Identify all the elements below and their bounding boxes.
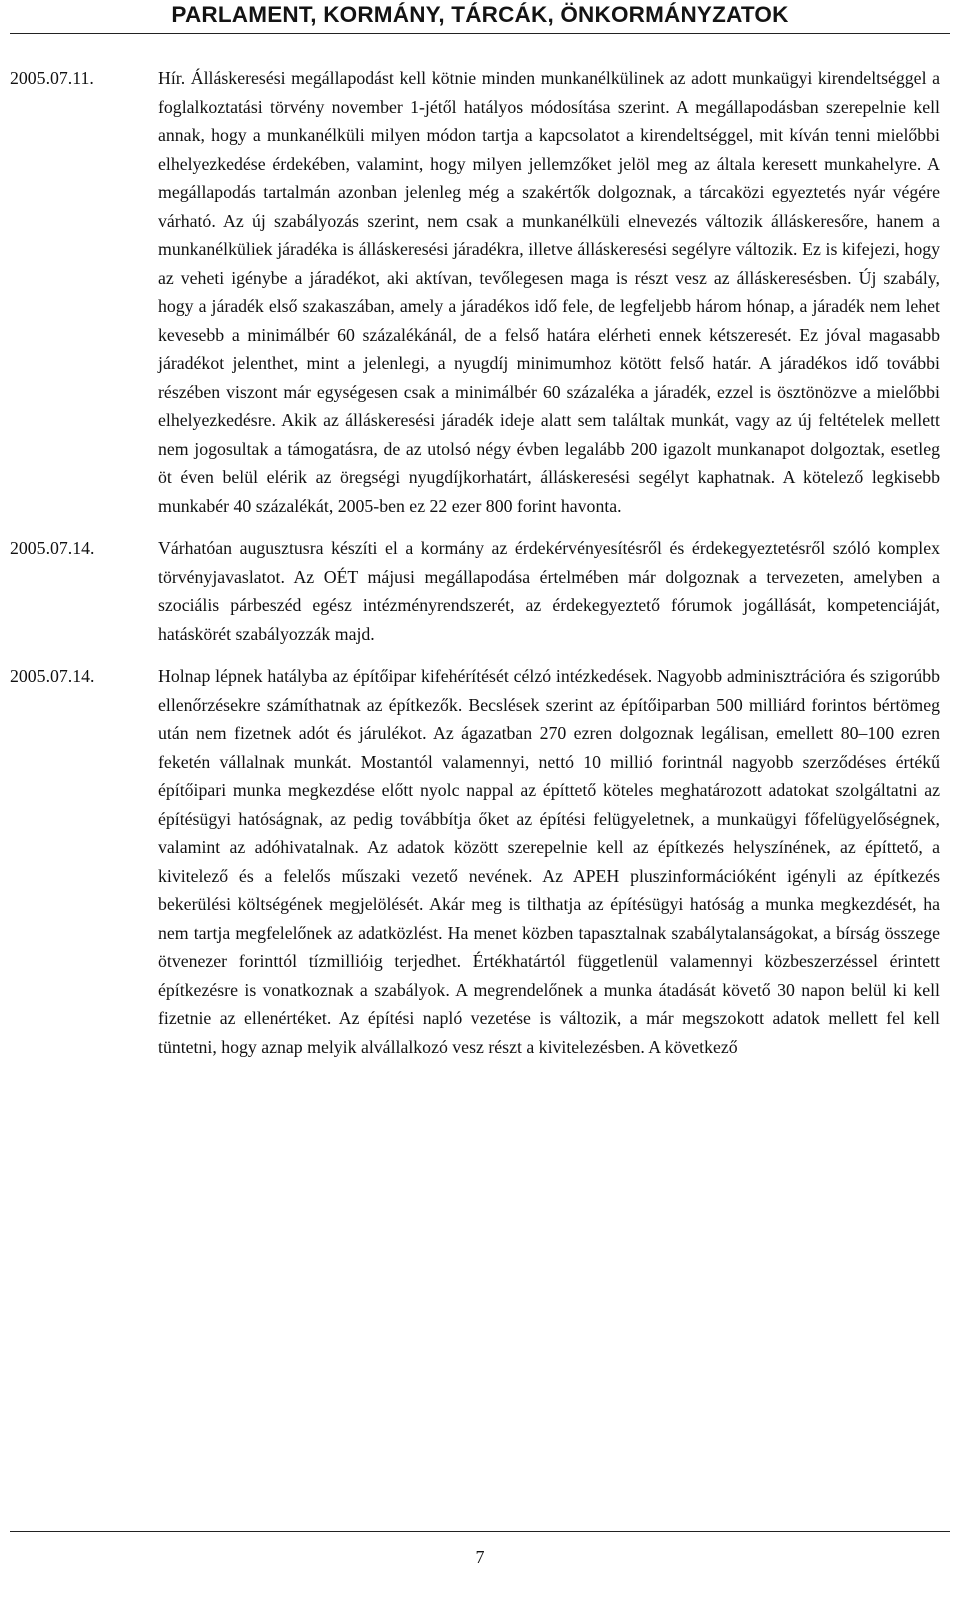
header-divider <box>10 33 950 34</box>
news-entry <box>10 534 940 648</box>
news-entry <box>10 64 940 520</box>
entry-date: 2005.07.14. <box>10 538 95 558</box>
page-number: 7 <box>475 1547 485 1567</box>
entry-date: 2005.07.11. <box>10 68 94 88</box>
entry-text: Holnap lépnek hatályba az építőipar kifehérítését célzó intézkedések. Nagyobb adminisztrációra és szigorúbb ellenőrzésekre számíthatnak az építkezők. Becslések szerint az építőiparban 500 milliárd forintos bértömeg után nem fizetnek adót és járulékot. Az ágazatban 270 ezren dolgoznak legálisan, emellett 80–100 ezren feketén vállalnak munkát. Mostantól valamennyi, nettó 10 millió forintnál nagyobb szerződéses értékű építőipari munka megkezdése előtt nyolc nappal az építtető köteles meghatározott adatokat szolgáltatni az építésügyi hatóságnak, az pedig továbbítja őket az építési felügyeletnek, a munkaügyi főfelügyelőségnek, valamint az adóhivatalnak. Az adatok között szerepelnie kell az építkezés helyszínének, az építtető, a kivitelező és a felelős műszaki vezető nevének. Az APEH pluszinformációként igényli az építkezés bekerülési költségének megjelölését. Akár meg is tilthatja az építésügyi hatóság a munka megkezdését, ha nem tartja megfelelőnek az adatközlést. Ha menet közben tapasztalnak szabálytalanságokat, a bírság összege ötvenezer forinttól tízmillióig terjedhet. Értékhatártól függetlenül valamennyi közbeszerzéssel érintett építkezésre is vonatkoznak a szabályok. A megrendelőnek a munka átadását követő 30 napon belül ki kell fizetnie az ellenértéket. Az építési napló vezetése is változik, a már megszokott adatok mellett fel kell tüntetni, hogy aznap melyik alvállalkozó vesz részt a kivitelezésben. A következő <box>158 666 940 1057</box>
news-entries <box>10 64 940 1075</box>
page-header <box>0 0 960 36</box>
entry-text: Hír. Álláskeresési megállapodást kell kötnie minden munkanélkülinek az adott munkaügyi kirendeltséggel a foglalkoztatási törvény november 1-jétől hatályos módosítása szerint. A megállapodásban szerepelnie kell annak, hogy a munkanélküli milyen módon tartja a kapcsolatot a kirendeltséggel, mit kíván tenni mielőbbi elhelyezkedése érdekében, valamint, hogy milyen jellemzőket jelöl meg az általa keresett munkahelyre. A megállapodás tartalmán azonban jelenleg még a szakértők dolgoznak, a tárcaközi egyeztetés nyár végére várható. Az új szabályozás szerint, nem csak a munkanélküli elnevezés változik álláskeresőre, hanem a munkanélküliek járadéka is álláskeresési járadékra, illetve álláskeresési segélyre változik. Ez is kifejezi, hogy az veheti igénybe a járadékot, aki aktívan, tevőlegesen maga is részt vesz az álláskeresésben. Új szabály, hogy a járadék első szakaszában, amely a járadékos idő fele, de legfeljebb három hónap, a járadék nem lehet kevesebb a minimálbér 60 százalékánál, de a felső határa elérheti ennek kétszeresét. Ez jóval magasabb járadékot jelenthet, mint a jelenlegi, a nyugdíj minimumhoz kötött felső határ. A járadékos idő további részében viszont már egységesen csak a minimálbér 60 százaléka a járadék, ezzel is ösztönözve a mielőbbi elhelyezkedésre. Akik az álláskeresési járadék ideje alatt sem találtak munkát, vagy az új feltételek mellett nem jogosultak a támogatásra, de az utolsó négy évben legalább 200 igazolt munkanapot dolgoztak, esetleg öt éven belül elérik az öregségi nyugdíjkorhatárt, álláskeresési segélyt kaphatnak. A kötelező legkisebb munkabér 40 százalékát, 2005-ben ez 22 ezer 800 forint havonta. <box>158 68 940 516</box>
news-entry <box>10 662 940 1061</box>
entry-text: Várhatóan augusztusra készíti el a kormány az érdekérvényesítésről és érdekegyeztetésről szóló komplex törvényjavaslatot. Az OÉT májusi megállapodása értelmében már dolgoznak a tervezeten, amelyben a szociális párbeszéd egész intézményrendszerét, az érdekegyeztető fórumok jogállását, kompetenciáját, hatáskörét szabályozzák majd. <box>158 538 940 644</box>
page-header-title: PARLAMENT, KORMÁNY, TÁRCÁK, ÖNKORMÁNYZATOK <box>171 2 789 27</box>
footer-divider <box>10 1531 950 1532</box>
entry-date: 2005.07.14. <box>10 666 95 686</box>
